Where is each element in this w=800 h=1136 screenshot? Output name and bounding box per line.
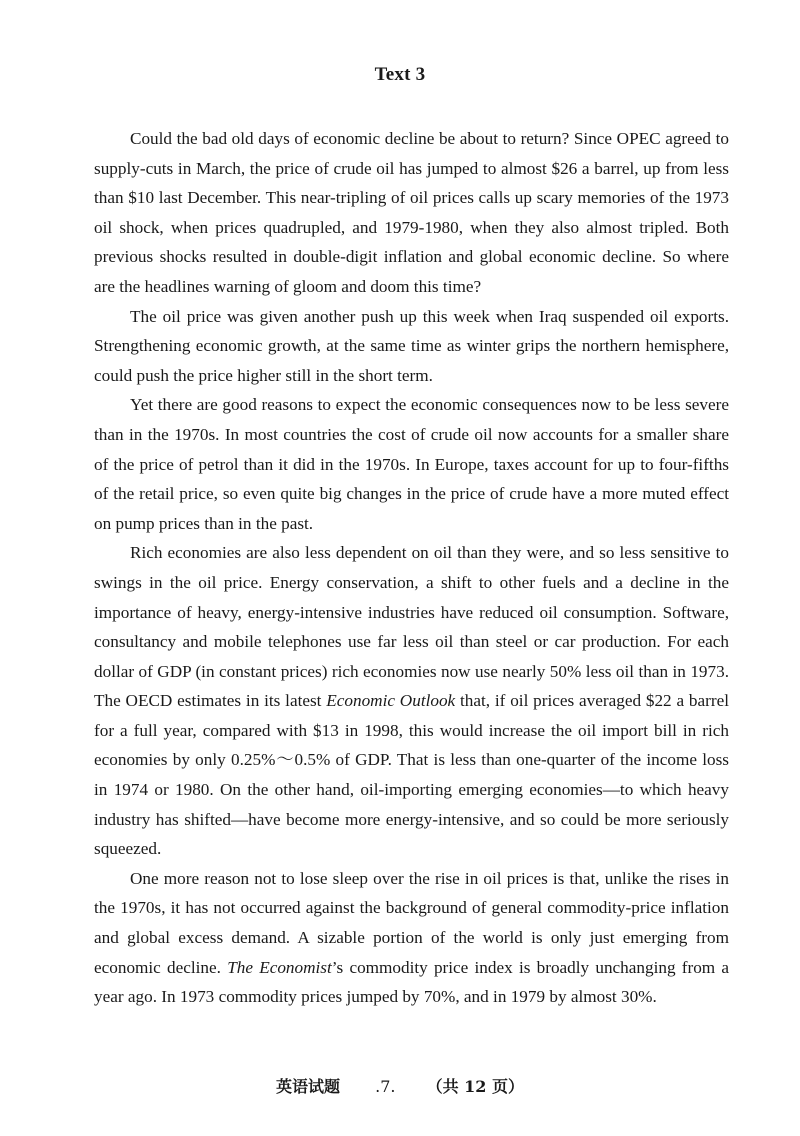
footer-page-number: .7.	[375, 1077, 396, 1096]
passage-paragraph	[94, 390, 729, 538]
passage-title: Text 3	[374, 64, 426, 85]
paragraph-text: Rich economies are also less dependent on oil than they were, and so less sensitive to swings in the oil price. Energy conservation, a shift to other fuels and a decline in the importance of heavy, energy-intensive industries have reduced oil consumption. Software, consultancy and mobile telephones use far less oil than steel or car production. For each dollar of GDP (in constant prices) rich economies now use nearly 50% less oil than in 1973. The OECD estimates in its latest	[94, 543, 729, 711]
paragraph-text: Could the bad old days of economic decline be about to return? Since OPEC agreed to supply-cuts in March, the price of crude oil has jumped to almost $26 a barrel, up from less than $10 last December. This near-tripling of oil prices calls up scary memories of the 1973 oil shock, when prices quadrupled, and 1979-1980, when they also almost tripled. Both previous shocks resulted in double-digit inflation and global economic decline. So where are the headlines warning of gloom and doom this time?	[94, 129, 729, 296]
paragraph-text: The oil price was given another push up this week when Iraq suspended oil exports. Strengthening economic growth, at the same time as winter grips the northern hemisphere, could push the price higher still in the short term.	[94, 306, 729, 385]
footer-total-pages: （共 12 页）	[426, 1077, 524, 1096]
italic-title-text: The Economist	[227, 957, 332, 977]
passage-paragraph	[94, 302, 729, 391]
passage-body	[94, 124, 729, 1012]
passage-paragraph	[94, 538, 729, 864]
paragraph-text: ’s commodity price index is broadly unchanging from a year ago. In 1973 commodity prices jumped by 70%, and in 1979 by almost 30%.	[94, 957, 730, 1007]
passage-paragraph	[94, 864, 729, 1012]
passage-paragraph	[94, 124, 729, 302]
paragraph-text: that, if oil prices averaged $22 a barrel for a full year, compared with $13 in 1998, this would increase the oil import bill in rich economies by only 0.25%～0.5% of GDP. That is less than one-quarter of the income loss in 1974 or 1980. On the other hand, oil-importing emerging economies—to which heavy industry has shifted—have become more energy-intensive, and so could be more seriously squeezed.	[94, 691, 729, 859]
italic-title-text: Economic Outlook	[326, 691, 456, 711]
footer-subject: 英语试题	[276, 1077, 341, 1096]
page-footer	[0, 1074, 800, 1097]
paragraph-text: One more reason not to lose sleep over the rise in oil prices is that, unlike the rises in the 1970s, it has not occurred against the background of general commodity-price inflation and global excess demand. A sizable portion of the world is only just emerging from economic decline.	[94, 868, 729, 977]
paragraph-text: Yet there are good reasons to expect the economic consequences now to be less severe than in the 1970s. In most countries the cost of crude oil now accounts for a smaller share of the price of petrol than it did in the 1970s. In Europe, taxes account for up to four-fifths of the retail price, so even quite big changes in the price of crude have a more muted effect on pump prices than in the past.	[94, 395, 729, 533]
